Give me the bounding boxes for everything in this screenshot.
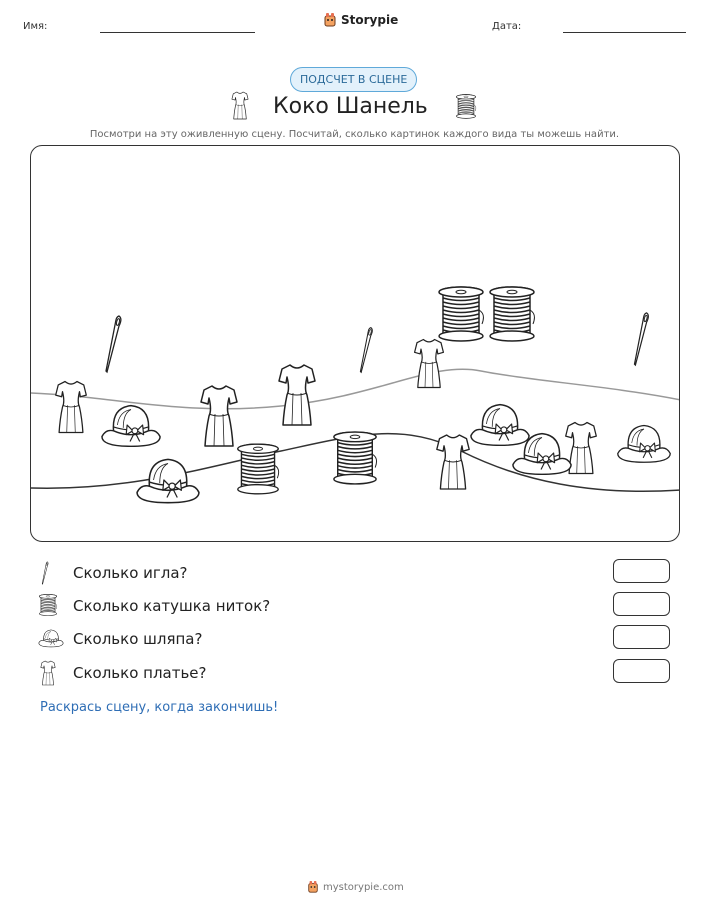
hat-icon [102, 406, 160, 447]
hat-icon [38, 628, 64, 648]
page-title: Коко Шанель [273, 94, 428, 119]
counting-scene [30, 145, 680, 542]
hat-icon [618, 426, 671, 463]
answer-box-needle[interactable] [613, 559, 670, 583]
thread-spool-icon [455, 94, 477, 119]
thread-spool-icon [238, 444, 279, 494]
answer-box-spool[interactable] [613, 592, 670, 616]
date-field[interactable] [563, 32, 686, 33]
thread-spool-icon [490, 287, 534, 341]
date-label: Дата: [492, 21, 522, 32]
thread-spool-icon [334, 432, 377, 484]
back-hill-line [31, 369, 679, 409]
needle-icon [360, 328, 372, 373]
needle-icon [106, 316, 121, 372]
dress-icon [201, 386, 237, 446]
answer-box-hat[interactable] [613, 625, 670, 649]
storypie-mascot-icon [307, 880, 319, 894]
storypie-logo [323, 12, 398, 28]
dress-icon [279, 365, 315, 425]
dress-icon [437, 435, 469, 489]
footer [307, 880, 404, 894]
dress-icon [231, 91, 249, 120]
needle-icon [38, 561, 52, 585]
dress-icon [415, 340, 444, 388]
name-field[interactable] [100, 32, 255, 33]
coloring-note: Раскрась сцену, когда закончишь! [40, 700, 279, 715]
answer-box-dress[interactable] [613, 659, 670, 683]
hat-icon [137, 459, 199, 502]
storypie-mascot-icon [323, 12, 337, 28]
question-spool: Сколько катушка ниток? [73, 597, 271, 615]
brand-name: Storypie [341, 13, 399, 27]
footer-url[interactable]: mystorypie.com [323, 881, 404, 893]
hat-icon [471, 405, 529, 446]
question-needle: Сколько игла? [73, 564, 188, 582]
dress-icon [56, 382, 87, 433]
thread-spool-icon [38, 594, 58, 616]
dress-icon [40, 660, 56, 686]
instructions-text: Посмотри на эту оживленную сцену. Посчитай, сколько картинок каждого вида ты можешь найти. [89, 129, 620, 140]
question-hat: Сколько шляпа? [73, 630, 203, 648]
scene-illustration [31, 146, 679, 541]
thread-spool-icon [439, 287, 483, 341]
name-label: Имя: [23, 21, 48, 32]
question-dress: Сколько платье? [73, 664, 207, 682]
activity-badge: ПОДСЧЕТ В СЦЕНЕ [290, 67, 417, 92]
needle-icon [634, 313, 648, 365]
